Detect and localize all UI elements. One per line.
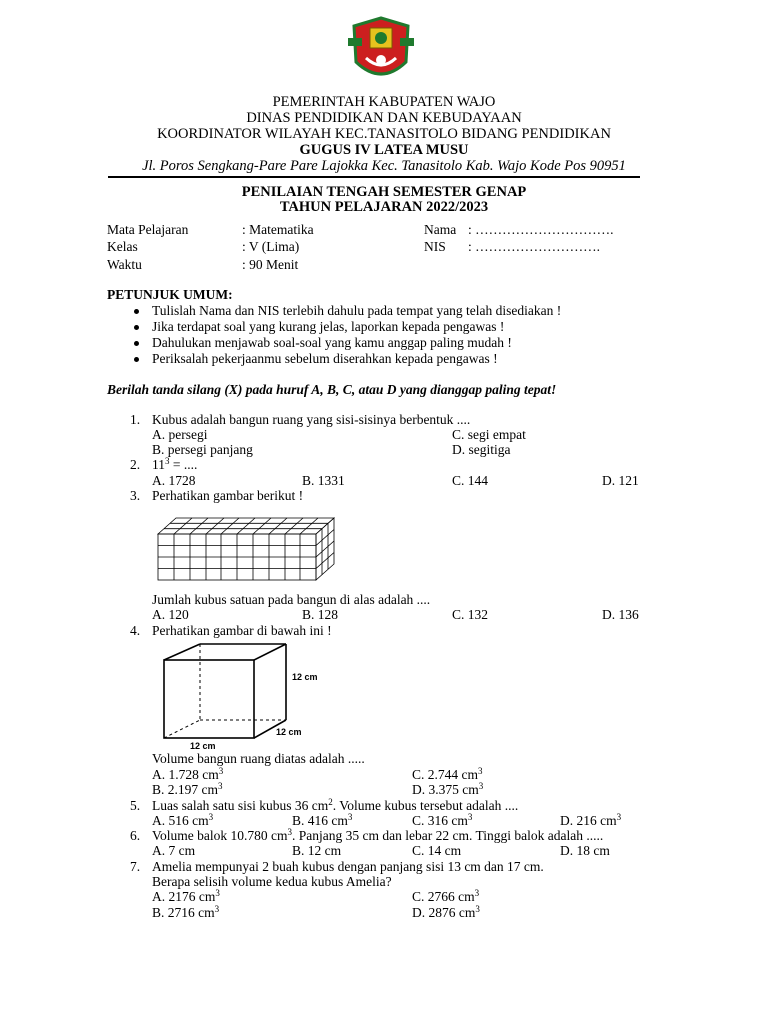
question-text: Amelia mempunyai 2 buah kubus dengan panjang sisi 13 cm dan 17 cm. xyxy=(152,859,544,874)
bullet-icon xyxy=(134,341,139,346)
instructions-heading: PETUNJUK UMUM: xyxy=(107,287,233,302)
instruction-item: Tulislah Nama dan NIS terlebih dahulu pada tempat yang telah disediakan ! xyxy=(152,303,562,318)
option-b: B. 12 cm xyxy=(292,843,342,858)
option-d: D. segitiga xyxy=(452,442,511,457)
option-d: D. 18 cm xyxy=(560,843,610,858)
dimension-label-depth: 12 cm xyxy=(276,727,302,737)
bullet-icon xyxy=(134,357,139,362)
question-text: Kubus adalah bangun ruang yang sisi-sisinya berbentuk .... xyxy=(152,412,471,427)
option-c: C. segi empat xyxy=(452,427,526,442)
name-label: Nama xyxy=(424,222,457,237)
option-b: B. 2716 $cm^3$ xyxy=(152,904,220,920)
question-number: 3. xyxy=(130,488,141,503)
option-d: D. 3.375 $cm^3$ xyxy=(412,781,484,797)
option-a: A. 516 $cm^3$ xyxy=(152,812,214,828)
question-text: $11^3$ = .... xyxy=(152,456,198,472)
option-d: D. 136 xyxy=(602,607,639,622)
dimension-label-length: 12 cm xyxy=(190,741,216,751)
class-label: Kelas xyxy=(107,239,138,254)
regency-logo xyxy=(346,14,416,86)
option-c: C. 2766 $cm^3$ xyxy=(412,888,480,904)
option-a: A. 2176 $cm^3$ xyxy=(152,888,220,904)
question-number: 4. xyxy=(130,623,141,638)
subject-value: : Matematika xyxy=(242,222,314,237)
bullet-icon xyxy=(134,309,139,314)
option-a: A. 1728 xyxy=(152,473,196,488)
question-number: 1. xyxy=(130,412,141,427)
option-c: C. 316 $cm^3$ xyxy=(412,812,473,828)
answer-directive: Berilah tanda silang (X) pada huruf A, B, C, atau D yang dianggap paling tepat! xyxy=(107,382,557,397)
cube-figure xyxy=(160,640,330,752)
header-divider xyxy=(108,176,640,178)
dimension-label-height: 12 cm xyxy=(292,672,318,682)
header-address: Jl. Poros Sengkang-Pare Pare Lajokka Kec. Tanasitolo Kab. Wajo Kode Pos 90951 xyxy=(142,158,626,174)
option-a: A. persegi xyxy=(152,427,208,442)
name-field: : …………………………. xyxy=(468,222,614,237)
exam-title: PENILAIAN TENGAH SEMESTER GENAP xyxy=(241,184,527,200)
question-text: Berapa selisih volume kedua kubus Amelia? xyxy=(152,874,392,889)
option-a: A. 7 cm xyxy=(152,843,196,858)
unit-cube-block-figure xyxy=(156,514,336,584)
question-text: Perhatikan gambar berikut ! xyxy=(152,488,304,503)
time-label: Waktu xyxy=(107,257,142,272)
header-line-2: DINAS PENDIDIKAN DAN KEBUDAYAAN xyxy=(246,110,522,126)
option-c: C. 132 xyxy=(452,607,489,622)
option-c: C. 144 xyxy=(452,473,489,488)
question-text: Jumlah kubus satuan pada bangun di alas adalah .... xyxy=(152,592,431,607)
question-number: 2. xyxy=(130,457,141,472)
option-b: B. 416 $cm^3$ xyxy=(292,812,353,828)
question-number: 5. xyxy=(130,798,141,813)
option-d: D. 121 xyxy=(602,473,639,488)
instruction-item: Dahulukan menjawab soal-soal yang kamu anggap paling mudah ! xyxy=(152,335,512,350)
time-value: : 90 Menit xyxy=(242,257,299,272)
nis-field: : ………………………. xyxy=(468,239,601,254)
question-text: Volume bangun ruang diatas adalah ..... xyxy=(152,751,365,766)
class-value: : V (Lima) xyxy=(242,239,300,254)
option-b: B. persegi panjang xyxy=(152,442,253,457)
question-number: 6. xyxy=(130,828,141,843)
option-d: D. 216 $cm^3$ xyxy=(560,812,622,828)
question-text: Perhatikan gambar di bawah ini ! xyxy=(152,623,332,638)
question-text: Volume balok 10.780 $cm^3$. Panjang 35 cm dan lebar 22 cm. Tinggi balok adalah ..... xyxy=(152,827,604,843)
nis-label: NIS xyxy=(424,239,446,254)
header-line-1: PEMERINTAH KABUPATEN WAJO xyxy=(272,94,496,110)
option-a: A. 1.728 $cm^3$ xyxy=(152,766,224,782)
option-b: B. 2.197 $cm^3$ xyxy=(152,781,223,797)
option-b: B. 1331 xyxy=(302,473,345,488)
option-c: C. 2.744 $cm^3$ xyxy=(412,766,483,782)
option-a: A. 120 xyxy=(152,607,189,622)
bullet-icon xyxy=(134,325,139,330)
instruction-item: Periksalah pekerjaanmu sebelum diserahkan kepada pengawas ! xyxy=(152,351,498,366)
option-d: D. 2876 $cm^3$ xyxy=(412,904,480,920)
subject-label: Mata Pelajaran xyxy=(107,222,189,237)
option-b: B. 128 xyxy=(302,607,339,622)
exam-year: TAHUN PELAJARAN 2022/2023 xyxy=(279,199,489,215)
header-line-4: GUGUS IV LATEA MUSU xyxy=(299,142,469,158)
question-text: Luas salah satu sisi kubus 36 $cm^2$. Volume kubus tersebut adalah .... xyxy=(152,797,519,813)
question-number: 7. xyxy=(130,859,141,874)
option-c: C. 14 cm xyxy=(412,843,462,858)
instruction-item: Jika terdapat soal yang kurang jelas, laporkan kepada pengawas ! xyxy=(152,319,505,334)
header-line-3: KOORDINATOR WILAYAH KEC.TANASITOLO BIDANG PENDIDIKAN xyxy=(157,126,611,142)
